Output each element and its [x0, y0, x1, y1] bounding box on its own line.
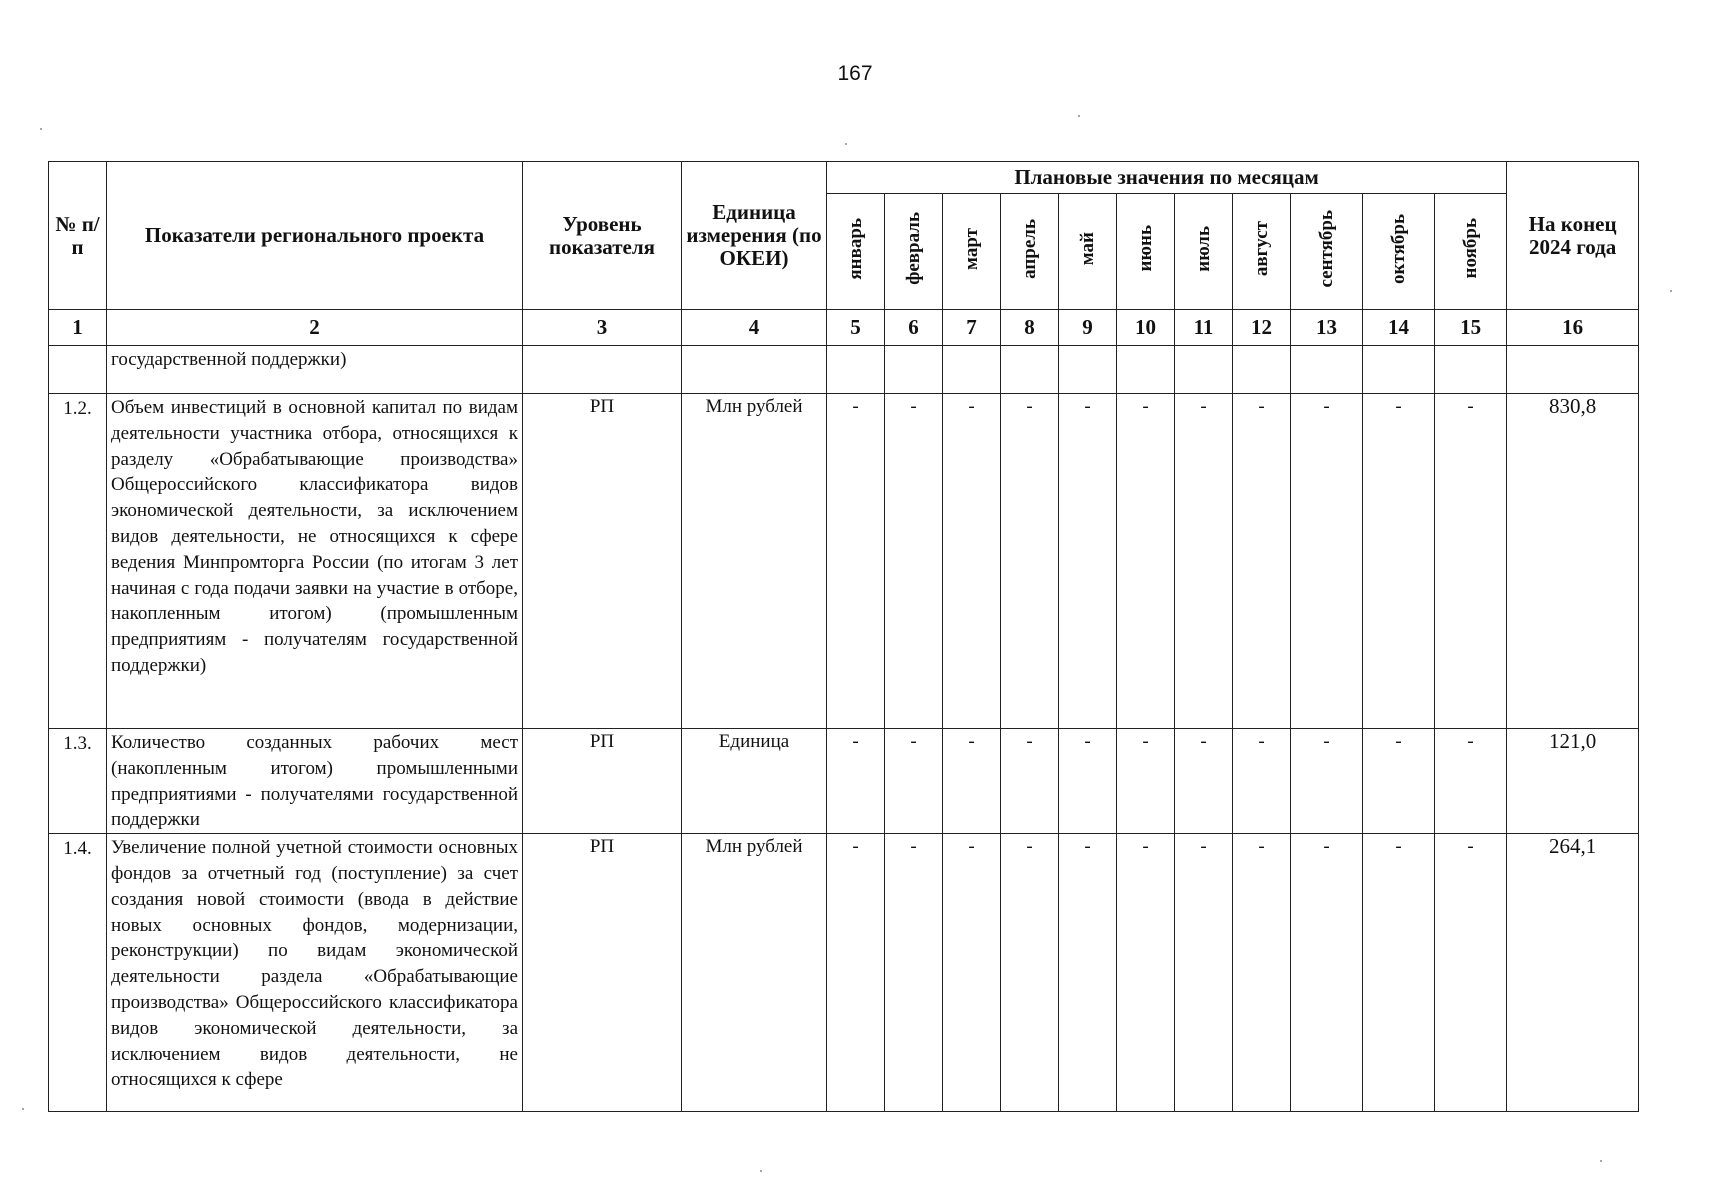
month-label: апрель	[1018, 218, 1040, 279]
header-level: Уровень показателя	[523, 162, 682, 310]
indicator-name: государственной поддержки)	[107, 346, 523, 394]
year-end-value: 830,8	[1507, 394, 1639, 729]
column-number: 9	[1059, 310, 1117, 346]
table-row	[49, 346, 1639, 394]
month-value: -	[885, 729, 943, 834]
header-year-end: На конец 2024 года	[1507, 162, 1639, 310]
column-number: 15	[1435, 310, 1507, 346]
row-number: 1.4.	[49, 834, 107, 1112]
scan-speck	[760, 1170, 762, 1172]
scan-speck	[845, 143, 847, 145]
header-month-9	[1291, 194, 1363, 310]
column-number: 1	[49, 310, 107, 346]
month-label: ноябрь	[1459, 218, 1481, 279]
header-month-8	[1233, 194, 1291, 310]
row-number: 1.2.	[49, 394, 107, 729]
header-num: № п/п	[49, 162, 107, 310]
column-number: 6	[885, 310, 943, 346]
month-label: июль	[1192, 225, 1214, 272]
month-label: март	[960, 227, 982, 270]
header-monthly-group: Плановые значения по месяцам	[827, 162, 1507, 194]
header-month-10	[1363, 194, 1435, 310]
column-number: 3	[523, 310, 682, 346]
month-value: -	[1175, 394, 1233, 729]
scan-speck	[1078, 115, 1080, 117]
month-value: -	[827, 394, 885, 729]
column-numbers-row	[49, 310, 1639, 346]
month-value	[1175, 346, 1233, 394]
column-number: 13	[1291, 310, 1363, 346]
month-value	[1435, 346, 1507, 394]
month-value: -	[1363, 729, 1435, 834]
month-value	[1291, 346, 1363, 394]
indicators-table	[48, 161, 1639, 1112]
month-value: -	[827, 729, 885, 834]
month-value: -	[1059, 394, 1117, 729]
month-value: -	[885, 394, 943, 729]
month-value: -	[1435, 834, 1507, 1112]
month-value: -	[1059, 834, 1117, 1112]
month-value: -	[827, 834, 885, 1112]
month-label: август	[1250, 220, 1272, 277]
row-number: 1.3.	[49, 729, 107, 834]
unit-of-measure: Млн рублей	[682, 394, 827, 729]
month-value: -	[943, 834, 1001, 1112]
indicator-name: Объем инвестиций в основной капитал по видам деятельности участника отбора, относящихся к разделу «Обрабатывающие производства» Общероссийского классификатора видов экономической деятельности, за исключением видов деятельности, не относящихся к сфере ведения Минпромторга России (по итогам 3 лет начиная с года подачи заявки на участие в отборе, накопленным итогом) (промышленным предприятиям - получателям государственной поддержки)	[107, 394, 523, 729]
month-value	[1117, 346, 1175, 394]
column-number: 10	[1117, 310, 1175, 346]
month-value: -	[1363, 834, 1435, 1112]
scan-speck	[1600, 1160, 1602, 1162]
column-number: 12	[1233, 310, 1291, 346]
month-value: -	[1291, 834, 1363, 1112]
column-number: 5	[827, 310, 885, 346]
month-value: -	[1233, 834, 1291, 1112]
header-month-7	[1175, 194, 1233, 310]
month-label: январь	[844, 217, 866, 280]
scan-speck	[1670, 290, 1672, 292]
month-value: -	[1435, 394, 1507, 729]
month-label: сентябрь	[1315, 209, 1337, 288]
table-row	[49, 394, 1639, 729]
header-month-6	[1117, 194, 1175, 310]
column-number: 14	[1363, 310, 1435, 346]
month-value	[885, 346, 943, 394]
column-number: 16	[1507, 310, 1639, 346]
month-value: -	[1001, 834, 1059, 1112]
header-month-5	[1059, 194, 1117, 310]
month-value: -	[1233, 394, 1291, 729]
header-month-2	[885, 194, 943, 310]
year-end-value: 264,1	[1507, 834, 1639, 1112]
month-value: -	[1175, 834, 1233, 1112]
table-row	[49, 834, 1639, 1112]
indicator-level: РП	[523, 729, 682, 834]
month-label: февраль	[902, 212, 924, 285]
indicator-name: Увеличение полной учетной стоимости основных фондов за отчетный год (поступление) за счет создания новой стоимости (ввода в действие новых основных фондов, модернизации, реконструкции) по видам экономической деятельности раздела «Обрабатывающие производства» Общероссийского классификатора видов экономической деятельности, за исключением видов деятельности, не относящихся к сфере	[107, 834, 523, 1112]
month-value: -	[1291, 729, 1363, 834]
indicator-level: РП	[523, 394, 682, 729]
header-month-11	[1435, 194, 1507, 310]
indicator-name: Количество созданных рабочих мест (накопленным итогом) промышленными предприятиями - получателями государственной поддержки	[107, 729, 523, 834]
month-value	[1363, 346, 1435, 394]
month-label: октябрь	[1387, 213, 1409, 284]
month-value	[943, 346, 1001, 394]
month-value	[827, 346, 885, 394]
unit-of-measure: Единица	[682, 729, 827, 834]
scan-speck	[22, 1108, 24, 1110]
month-value: -	[1059, 729, 1117, 834]
unit-of-measure: Млн рублей	[682, 834, 827, 1112]
year-end-value: 121,0	[1507, 729, 1639, 834]
month-value: -	[1175, 729, 1233, 834]
month-label: июнь	[1134, 225, 1156, 272]
header-month-1	[827, 194, 885, 310]
header-indicator: Показатели регионального проекта	[107, 162, 523, 310]
month-value: -	[1117, 394, 1175, 729]
month-value: -	[1001, 394, 1059, 729]
month-value: -	[885, 834, 943, 1112]
month-value	[1001, 346, 1059, 394]
month-label: май	[1076, 231, 1098, 266]
row-number	[49, 346, 107, 394]
table-row	[49, 729, 1639, 834]
month-value: -	[1435, 729, 1507, 834]
column-number: 4	[682, 310, 827, 346]
unit-of-measure	[682, 346, 827, 394]
month-value: -	[1117, 834, 1175, 1112]
year-end-value	[1507, 346, 1639, 394]
indicator-level: РП	[523, 834, 682, 1112]
month-value: -	[1001, 729, 1059, 834]
month-value	[1059, 346, 1117, 394]
month-value: -	[1117, 729, 1175, 834]
indicator-level	[523, 346, 682, 394]
header-month-3	[943, 194, 1001, 310]
scan-speck	[40, 128, 42, 130]
column-number: 2	[107, 310, 523, 346]
month-value: -	[943, 729, 1001, 834]
month-value: -	[1291, 394, 1363, 729]
column-number: 8	[1001, 310, 1059, 346]
month-value: -	[943, 394, 1001, 729]
column-number: 11	[1175, 310, 1233, 346]
month-value	[1233, 346, 1291, 394]
month-value: -	[1233, 729, 1291, 834]
month-value: -	[1363, 394, 1435, 729]
column-number: 7	[943, 310, 1001, 346]
header-month-4	[1001, 194, 1059, 310]
header-unit: Единица измерения (по ОКЕИ)	[682, 162, 827, 310]
page-number: 167	[837, 62, 873, 85]
